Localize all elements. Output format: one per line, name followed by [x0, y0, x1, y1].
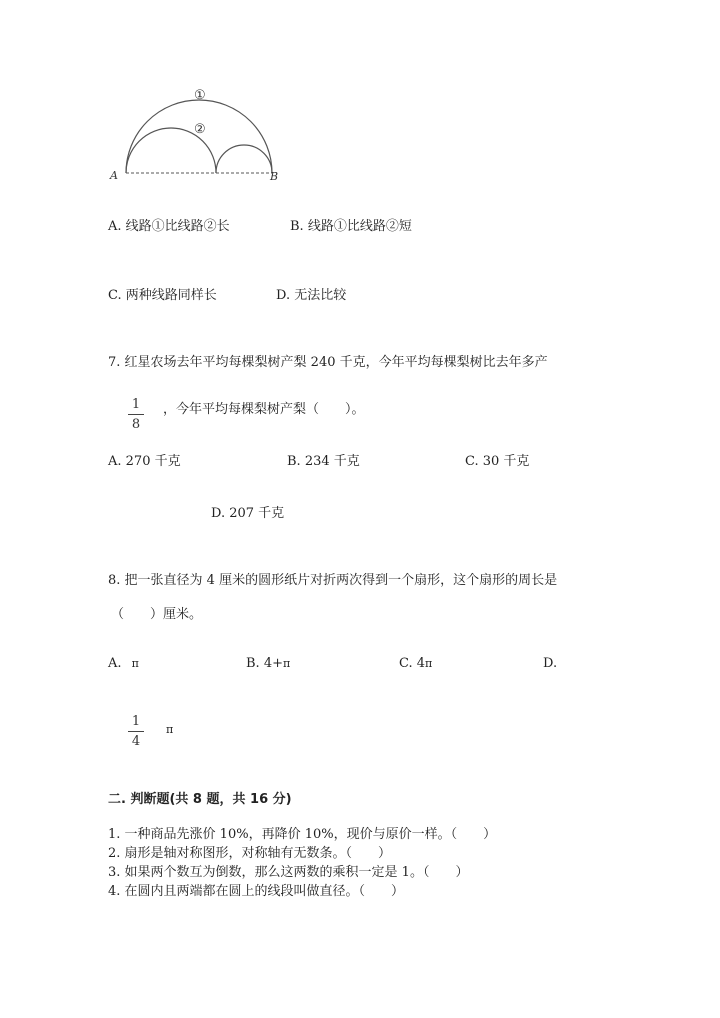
label-point-b: B	[270, 170, 279, 183]
q8-option-c[interactable]	[399, 657, 432, 670]
q6-option-a[interactable]: A. 线路①比线路②长	[108, 219, 230, 234]
label-route-2: ②	[194, 122, 206, 137]
q7-option-d[interactable]: D. 207 千克	[211, 506, 285, 521]
q7-option-b[interactable]: B. 234 千克	[287, 454, 360, 469]
q8-option-a[interactable]	[108, 657, 139, 670]
q8-fraction-denominator: 4	[131, 734, 141, 749]
q7-question-line-1: 7. 红星农场去年平均每棵梨树产梨 240 千克，今年平均每棵梨树比去年多产	[108, 355, 548, 370]
q8-option-d-fraction-one-quarter	[128, 715, 144, 748]
q7-fraction-denominator: 8	[131, 417, 141, 432]
q8-option-d-pi-symbol: π	[166, 723, 174, 736]
judgment-item-4[interactable]: 4. 在圆内且两端都在圆上的线段叫做直径。（ ）	[108, 884, 405, 899]
q8-option-b-label: B. 4+	[246, 656, 283, 671]
route-2-small-arc	[216, 145, 272, 173]
q7-fraction-one-eighth	[128, 398, 144, 431]
q6-option-c[interactable]: C. 两种线路同样长	[108, 288, 217, 303]
q7-question-line-2: ，今年平均每棵梨树产梨（ ）。	[163, 402, 365, 417]
q7-option-c[interactable]: C. 30 千克	[465, 454, 530, 469]
q7-fraction-numerator: 1	[131, 397, 141, 412]
q8-option-d[interactable]: D.	[543, 656, 558, 671]
pi-symbol: π	[282, 657, 291, 670]
pi-symbol: π	[131, 657, 139, 670]
q6-option-d[interactable]: D. 无法比较	[276, 288, 347, 303]
q6-option-b[interactable]: B. 线路①比线路②短	[290, 219, 412, 234]
judgment-item-1[interactable]: 1. 一种商品先涨价 10%，再降价 10%，现价与原价一样。（ ）	[108, 827, 497, 842]
q7-option-a[interactable]: A. 270 千克	[108, 454, 181, 469]
q8-option-a-label: A.	[108, 656, 122, 671]
label-point-a: A	[110, 169, 118, 182]
fraction-bar	[128, 414, 144, 415]
pi-symbol: π	[425, 657, 433, 670]
judgment-item-2[interactable]: 2. 扇形是轴对称图形，对称轴有无数条。（ ）	[108, 846, 392, 861]
q8-question-line-2: （ ）厘米。	[111, 607, 203, 622]
label-route-1: ①	[194, 88, 206, 103]
q8-option-b[interactable]	[246, 657, 290, 670]
semicircle-route-diagram	[100, 80, 290, 185]
q8-option-c-label: C. 4	[399, 656, 426, 671]
q8-question-line-1: 8. 把一张直径为 4 厘米的圆形纸片对折两次得到一个扇形，这个扇形的周长是	[108, 573, 558, 588]
q8-fraction-numerator: 1	[131, 714, 141, 729]
judgment-item-3[interactable]: 3. 如果两个数互为倒数，那么这两数的乘积一定是 1。（ ）	[108, 865, 469, 880]
fraction-bar	[128, 731, 144, 732]
section-2-heading: 二. 判断题(共 8 题，共 16 分)	[108, 792, 292, 807]
